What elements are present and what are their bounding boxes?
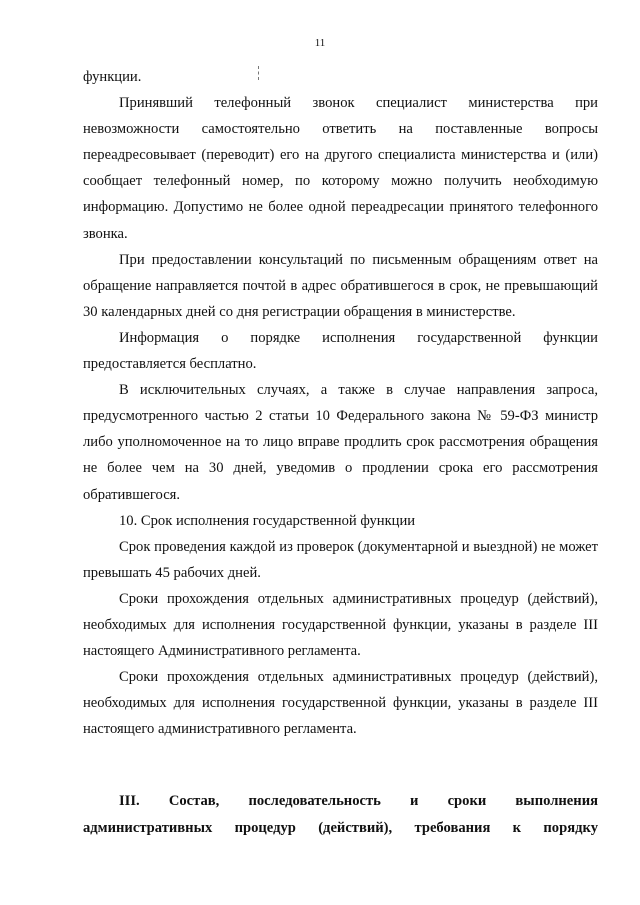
paragraph-procedure-terms-2: Сроки прохождения отдельных административных процедур (действий), необходимых для исполнения государственной функции, указаны в разделе III настоящего административного регламента. (83, 669, 598, 738)
subsection-title-execution-term: 10. Срок исполнения государственной функции (119, 512, 416, 529)
paragraph-written-consultations: При предоставлении консультаций по письменным обращениям ответ на обращение направляется почтой в адрес обратившегося в срок, не превышающий 30 календарных дней со дня регистрации обращения в министерстве. (83, 251, 598, 320)
paragraph-inspection-term: Срок проведения каждой из проверок (документарной и выездной) не может превышать 45 рабочих дней. (83, 538, 598, 581)
paragraph-free-information: Информация о порядке исполнения государственной функции предоставляется бесплатно. (83, 329, 598, 373)
paragraph-extension: В исключительных случаях, а также в случае направления запроса, предусмотренного частью 2 статьи 10 Федерального закона № 59-ФЗ министр либо уполномоченное на то лицо вправе продлить срок рассмотрения обращения не более чем на 30 дней, уведомив о продлении срока его рассмотрения обратившегося. (83, 382, 598, 503)
section-heading-line-2: административных процедур (действий), требования к порядку (83, 820, 598, 836)
section-heading (83, 788, 598, 842)
paragraph-procedure-terms-1: Сроки прохождения отдельных административных процедур (действий), необходимых для исполнения государственной функции, указаны в разделе III настоящего Административного регламента. (83, 590, 598, 660)
paragraph-continuation: функции. (83, 69, 142, 85)
page-number: 11 (314, 37, 326, 49)
body-text (83, 64, 598, 742)
section-heading-line-1: III. Состав, последовательность и сроки выполнения (119, 793, 598, 809)
paragraph-phone-redirect: Принявший телефонный звонок специалист министерства при невозможности самостоятельно ответить на поставленные вопросы переадресовывает (переводит) его на другого специалиста министерства и (или) сообщает телефонный номер, по которому можно получить необходимую информацию. Допустимо не более одной переадресации принятого телефонного звонка. (83, 95, 598, 242)
